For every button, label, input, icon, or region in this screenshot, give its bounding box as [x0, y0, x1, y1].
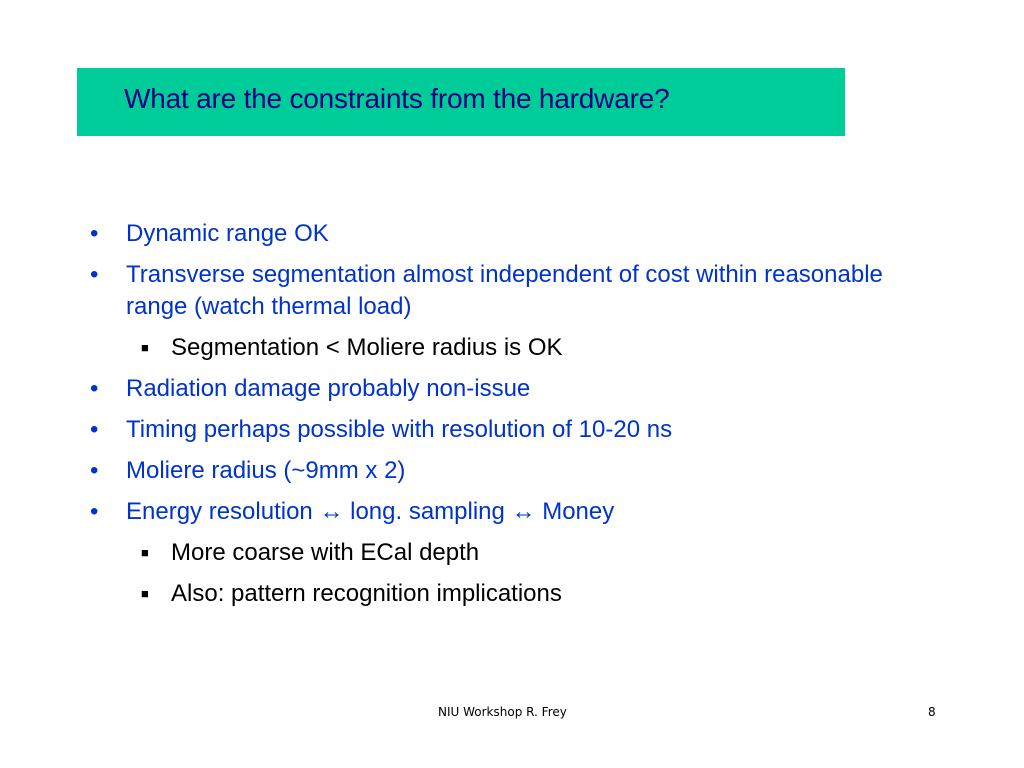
- bullet-marker: •: [90, 375, 99, 402]
- bullet-text: Transverse segmentation almost independent of cost within reasonable range (watch thermal load): [126, 261, 883, 320]
- title-banner: [77, 68, 845, 136]
- bullet-text: Moliere radius (~9mm x 2): [126, 457, 406, 484]
- bullet-text: Energy resolution ↔ long. sampling ↔ Money: [126, 498, 615, 525]
- sub-bullet-marker: ■: [141, 586, 149, 601]
- bullet-text: Radiation damage probably non-issue: [126, 375, 531, 402]
- bullet-item: [84, 455, 904, 487]
- bullet-item: [84, 373, 904, 405]
- sub-bullet-item: [84, 332, 904, 364]
- sub-bullet-text: Also: pattern recognition implications: [171, 580, 562, 607]
- sub-bullet-text: Segmentation < Moliere radius is OK: [171, 334, 563, 361]
- sub-bullet-text: More coarse with ECal depth: [171, 539, 480, 566]
- bullet-marker: •: [90, 416, 99, 443]
- footer-text: NIU Workshop R. Frey: [438, 705, 567, 719]
- bullet-text: Dynamic range OK: [126, 220, 329, 247]
- sub-bullet-marker: ■: [141, 340, 149, 355]
- bullet-text: Timing perhaps possible with resolution of 10-20 ns: [126, 416, 673, 443]
- bullet-item: [84, 496, 904, 528]
- page-number: 8: [928, 705, 936, 719]
- bullet-marker: •: [90, 457, 99, 484]
- sub-bullet-item: [84, 578, 904, 610]
- bullet-item: [84, 259, 904, 323]
- bullet-marker: •: [90, 261, 99, 288]
- bullet-item: [84, 218, 904, 250]
- slide-title: What are the constraints from the hardware?: [124, 83, 670, 114]
- bullet-marker: •: [90, 220, 99, 247]
- sub-bullet-marker: ■: [141, 545, 149, 560]
- bullet-item: [84, 414, 904, 446]
- bullet-list: [84, 218, 904, 619]
- sub-bullet-item: [84, 537, 904, 569]
- bullet-marker: •: [90, 498, 99, 525]
